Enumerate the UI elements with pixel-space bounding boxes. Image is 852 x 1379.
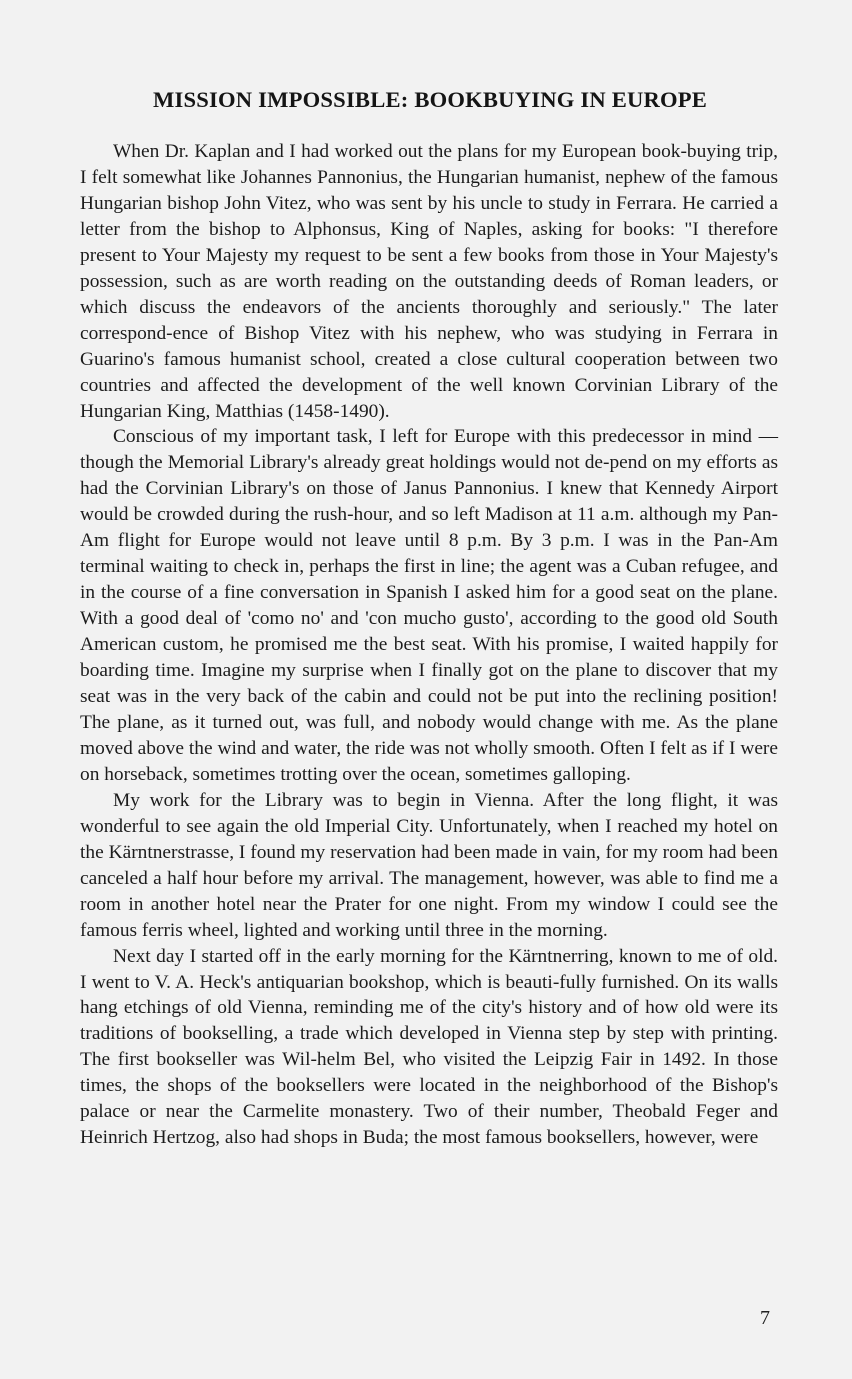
article-body bbox=[80, 139, 778, 1151]
page-title: MISSION IMPOSSIBLE: BOOKBUYING IN EUROPE bbox=[152, 87, 708, 112]
paragraph-2: Conscious of my important task, I left for Europe with this predecessor in mind — though the Memorial Library's already great holdings would not de-pend on my efforts as had the Corvinian Library's on those of Janus Pannonius. I knew that Kennedy Airport would be crowded during the rush-hour, and so left Madison at 11 a.m. although my Pan-Am flight for Europe would not leave until 8 p.m. By 3 p.m. I was in the Pan-Am terminal waiting to check in, perhaps the first in line; the agent was a Cuban refugee, and in the course of a fine conversation in Spanish I asked him for a good seat on the plane. With a good deal of 'como no' and 'con mucho gusto', according to the good old South American custom, he promised me the best seat. With his promise, I waited happily for boarding time. Imagine my surprise when I finally got on the plane to discover that my seat was in the very back of the cabin and could not be put into the reclining position! The plane, as it turned out, was full, and nobody would change with me. As the plane moved above the wind and water, the ride was not wholly smooth. Often I felt as if I were on horseback, sometimes trotting over the ocean, sometimes galloping. bbox=[80, 426, 778, 785]
page-number: 7 bbox=[760, 1307, 770, 1329]
paragraph-4: Next day I started off in the early morning for the Kärntnerring, known to me of old. I went to V. A. Heck's antiquarian bookshop, which is beauti-fully furnished. On its walls hang etchings of old Vienna, reminding me of the city's history and of how old were its traditions of bookselling, a trade which developed in Vienna step by step with printing. The first bookseller was Wil-helm Bel, who visited the Leipzig Fair in 1492. In those times, the shops of the booksellers were located in the neighborhood of the Bishop's palace or near the Carmelite monastery. Two of their number, Theobald Feger and Heinrich Hertzog, also had shops in Buda; the most famous booksellers, however, were bbox=[80, 945, 778, 1149]
paragraph-3: My work for the Library was to begin in Vienna. After the long flight, it was wonderful to see again the old Imperial City. Unfortunately, when I reached my hotel on the Kärntnerstrasse, I found my reservation had been made in vain, for my room had been canceled a half hour before my arrival. The management, however, was able to find me a room in another hotel near the Prater for one night. From my window I could see the famous ferris wheel, lighted and working until three in the morning. bbox=[80, 789, 778, 941]
paragraph-1: When Dr. Kaplan and I had worked out the plans for my European book-buying trip, I felt somewhat like Johannes Pannonius, the Hungarian humanist, nephew of the famous Hungarian bishop John Vitez, who was sent by his uncle to study in Ferrara. He carried a letter from the bishop to Alphonsus, King of Naples, asking for books: "I therefore present to Your Majesty my request to be sent a few books from those in Your Majesty's possession, such as are worth reading on the outstanding deeds of Roman leaders, or which discuss the endeavors of the ancients thoroughly and seriously." The later correspond-ence of Bishop Vitez with his nephew, who was studying in Ferrara in Guarino's famous humanist school, created a close cultural cooperation between two countries and affected the development of the well known Corvinian Library of the Hungarian King, Matthias (1458-1490). bbox=[80, 141, 778, 422]
